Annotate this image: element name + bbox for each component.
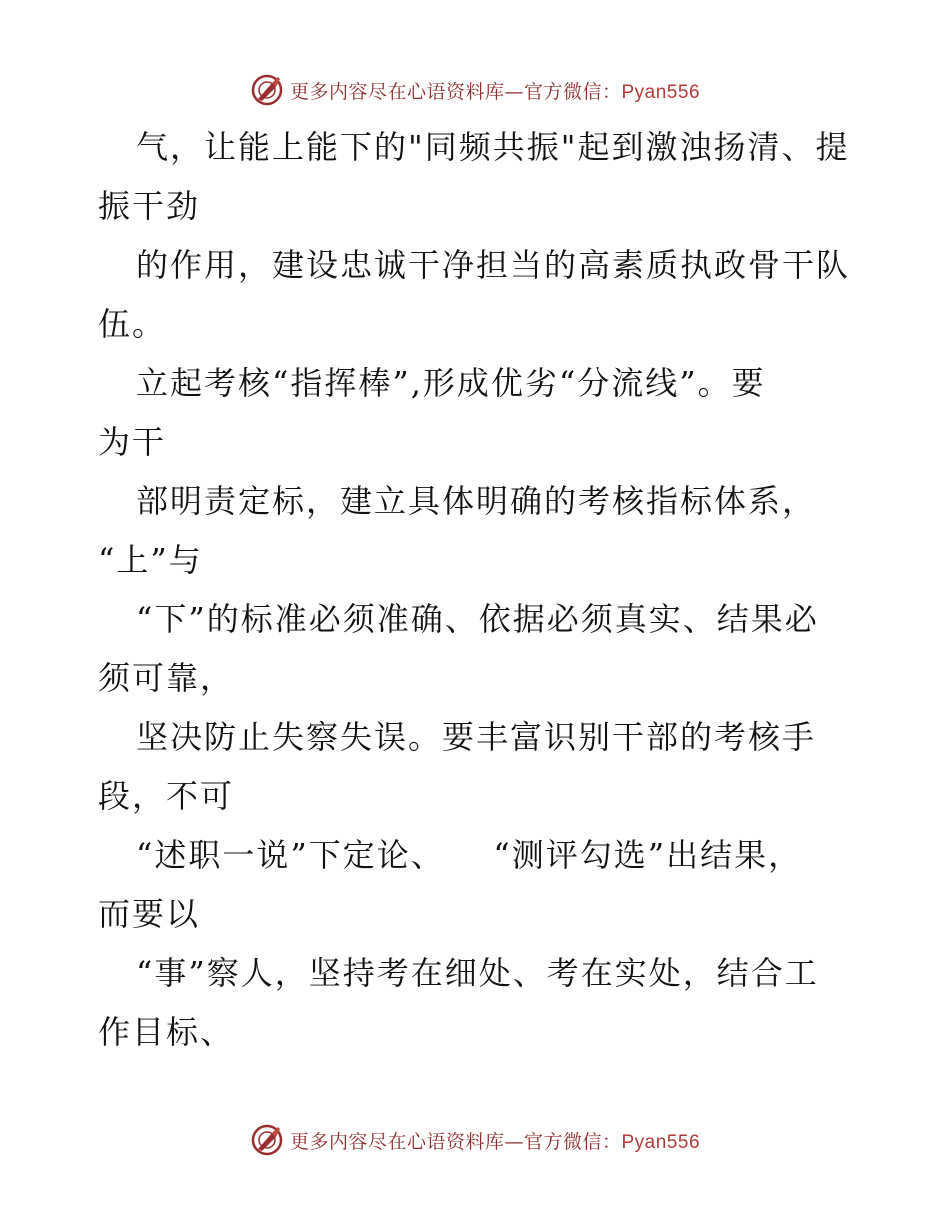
banner-text (290, 1127, 700, 1154)
text-line: 为干 (98, 423, 167, 461)
text-line: 而要以 (98, 895, 201, 933)
text-line: 须可靠， (98, 659, 235, 697)
text-line: 振干劲 (98, 187, 201, 225)
banner-handle: Pyan556 (621, 1131, 701, 1153)
text-line: “述职一说”下定论、 “测评勾选”出结果， (136, 836, 803, 874)
text-line: 部明责定标，建立具体明确的考核指标体系， (136, 482, 817, 520)
text-line: “事”察人，坚持考在细处、考在实处，结合工 (136, 954, 819, 992)
text-line: 的作用，建设忠诚干净担当的高素质执政骨干队 (136, 246, 851, 284)
text-line: 段，不可 (98, 777, 235, 815)
banner-text (290, 77, 700, 104)
banner-label: 更多内容尽在心语资料库—官方微信： (289, 1130, 622, 1153)
text-line: 立起考核“指挥棒”,形成优劣“分流线”。要 (136, 364, 766, 402)
header-banner (0, 70, 950, 110)
text-line: 伍。 (98, 305, 167, 343)
text-line: “下”的标准必须准确、依据必须真实、结果必 (136, 600, 819, 638)
text-line: 坚决防止失察失误。要丰富识别干部的考核手 (136, 718, 817, 756)
text-line: “上”与 (98, 541, 203, 579)
pen-logo-icon (250, 1123, 284, 1157)
text-line: 作目标、 (98, 1013, 235, 1051)
footer-banner (0, 1120, 950, 1160)
text-line: 气，让能上能下的"同频共振"起到激浊扬清、提 (136, 128, 850, 166)
pen-logo-icon (250, 73, 284, 107)
document-body (98, 118, 858, 1062)
banner-handle: Pyan556 (621, 81, 701, 103)
banner-label: 更多内容尽在心语资料库—官方微信： (289, 80, 622, 103)
